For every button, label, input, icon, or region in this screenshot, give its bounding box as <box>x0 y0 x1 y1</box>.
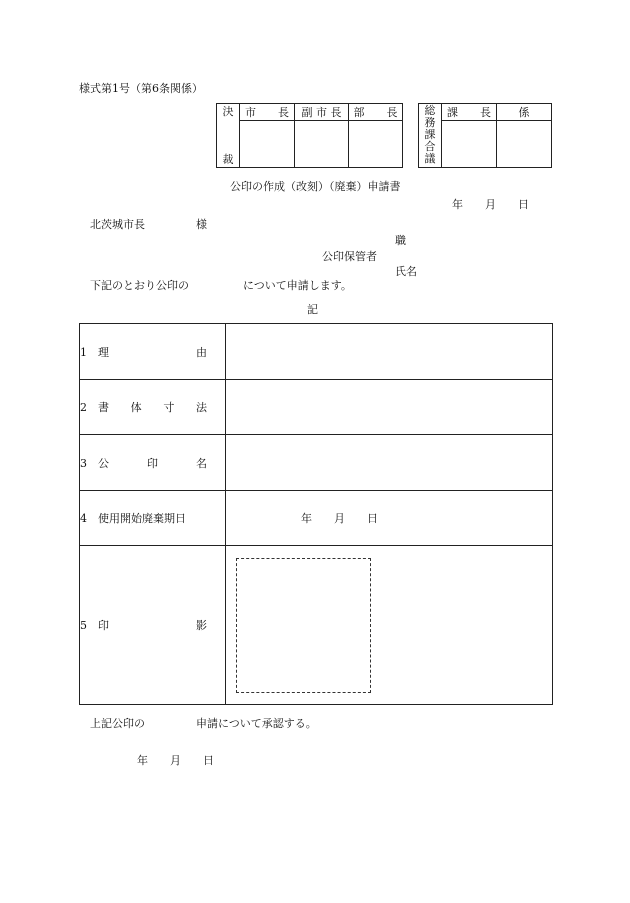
addressee: 北茨城市長 <box>90 218 145 231</box>
application-date: 年 月 日 <box>452 198 529 211</box>
header-fukushicho: 副 市 長 <box>295 104 349 121</box>
document-title: 公印の作成（改刻）（廃棄）申請書 <box>230 180 401 193</box>
applicant-name-label: 氏名 <box>395 265 417 278</box>
applicant-label: 公印保管者 <box>322 250 377 263</box>
approve-suffix: 申請について承認する。 <box>196 717 317 730</box>
table-row <box>80 380 553 435</box>
header-kakari: 係 <box>497 104 552 121</box>
header-bucho: 部 長 <box>349 104 403 121</box>
addressee-sama: 様 <box>196 218 207 231</box>
approval-date: 年 月 日 <box>137 754 214 767</box>
approve-prefix: 上記公印の <box>90 717 145 730</box>
table-row <box>80 324 553 380</box>
table-row <box>80 435 553 491</box>
consultation-table <box>418 103 552 168</box>
row-label-font-size: 2 書 体 寸 法 <box>80 380 226 435</box>
date-field[interactable]: 年 月 日 <box>226 491 553 546</box>
request-suffix: について申請します。 <box>243 279 352 292</box>
row-label-seal-impression: 5 印 影 <box>80 546 226 705</box>
row-label-seal-name: 3 公 印 名 <box>80 435 226 491</box>
gougi-label: 総 務 課 合 議 <box>419 104 442 168</box>
stamp-bucho[interactable] <box>349 121 403 168</box>
reason-field[interactable] <box>226 324 553 380</box>
stamp-kacho[interactable] <box>442 121 497 168</box>
applicant-post-label: 職 <box>395 234 406 247</box>
stamp-shicho[interactable] <box>240 121 295 168</box>
stamp-fukushicho[interactable] <box>295 121 349 168</box>
header-kacho: 課 長 <box>442 104 497 121</box>
approval-table <box>216 103 403 168</box>
kessai-label: 決 裁 <box>217 104 240 168</box>
table-row <box>80 491 553 546</box>
row-label-date: 4 使用開始廃棄期日 <box>80 491 226 546</box>
ki-heading: 記 <box>307 303 318 316</box>
stamp-kakari[interactable] <box>497 121 552 168</box>
header-shicho: 市 長 <box>240 104 295 121</box>
seal-impression-box[interactable] <box>236 558 371 693</box>
row-label-reason: 1 理 由 <box>80 324 226 380</box>
request-prefix: 下記のとおり公印の <box>90 279 189 292</box>
seal-name-field[interactable] <box>226 435 553 491</box>
form-number: 様式第1号（第6条関係） <box>79 82 203 95</box>
font-size-field[interactable] <box>226 380 553 435</box>
